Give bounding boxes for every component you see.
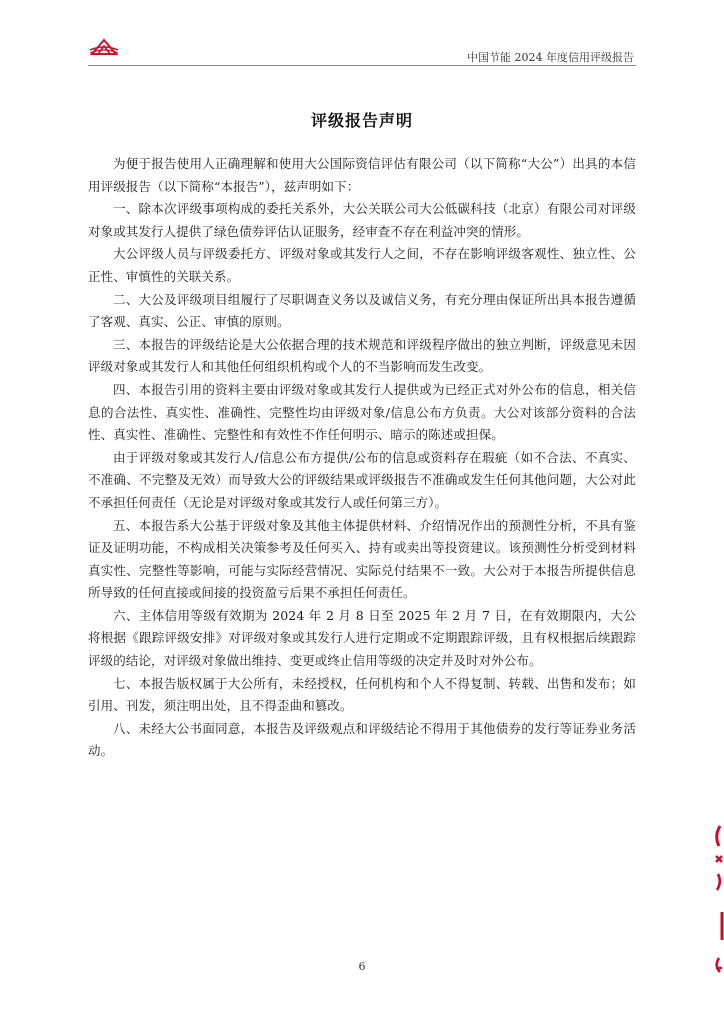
page-number: 6 — [358, 960, 366, 973]
paragraph-intro: 为便于报告使用人正确理解和使用大公国际资信评估有限公司（以下简称“大公”）出具的本信用评级报告（以下简称“本报告”），兹声明如下： — [88, 156, 636, 194]
paragraph-5: 五、本报告系大公基于评级对象及其他主体提供材料、介绍情况作出的预测性分析，不具有鉴证及证明功能，不构成相关决策参考及任何买入、持有或卖出等投资建议。该预测性分析受到材料真实性、完整性等影响，可能与实际经营情况、实际兑付结果不一致。大公对于本报告所提供信息所导致的任何直接或间接的投资盈亏后果不承担任何责任。 — [88, 517, 636, 601]
paragraph-8: 八、未经大公书面同意，本报告及评级观点和评级结论不得用于其他债券的发行等证券业务活动。 — [88, 720, 636, 759]
declaration-body — [88, 153, 636, 763]
red-seal-fragment-icon — [710, 822, 724, 982]
paragraph-7: 七、本报告版权属于大公所有，未经授权，任何机构和个人不得复制、转载、出售和发布；如引用、刊发，须注明出处，且不得歪曲和篡改。 — [88, 675, 636, 714]
paragraph-4b: 由于评级对象或其发行人/信息公布方提供/公布的信息或资料存在瑕疵（如不合法、不真实、不准确、不完整及无效）而导致大公的评级结果或评级报告不准确或发生任何其他问题，大公对此不承担任何责任（无论是对评级对象或其发行人或任何第三方）。 — [88, 449, 636, 510]
paragraph-2: 二、大公及评级项目组履行了尽职调查义务以及诚信义务，有充分理由保证所出具本报告遵循了客观、真实、公正、审慎的原则。 — [88, 291, 636, 330]
paragraph-1b: 大公评级人员与评级委托方、评级对象或其发行人之间，不存在影响评级客观性、独立性、公正性、审慎性的关联关系。 — [88, 246, 636, 284]
paragraph-4: 四、本报告引用的资料主要由评级对象或其发行人提供或为已经正式对外公布的信息，相关信息的合法性、真实性、准确性、完整性均由评级对象/信息公布方负责。大公对该部分资料的合法性、真实性、准确性、完整性和有效性不作任何明示、暗示的陈述或担保。 — [88, 381, 636, 443]
paragraph-6: 六、主体信用等级有效期为 2024 年 2 月 8 日至 2025 年 2 月 7 日，在有效期限内，大公将根据《跟踪评级安排》对评级对象或其发行人进行定期或不定期跟踪评级，且有权根据后续跟踪评级的结论，对评级对象做出维持、变更或终止信用等级的决定并及时对外公布。 — [88, 607, 636, 669]
page-title: 评级报告声明 — [310, 111, 413, 130]
paragraph-3: 三、本报告的评级结论是大公依据合理的技术规范和评级程序做出的独立判断，评级意见未因评级对象或其发行人和其他任何组织机构或个人的不当影响而发生改变。 — [88, 336, 636, 375]
dagong-logo-icon — [90, 38, 118, 56]
paragraph-1: 一、除本次评级事项构成的委托关系外，大公关联公司大公低碳科技（北京）有限公司对评级对象或其发行人提供了绿色债券评估认证服务，经审查不存在利益冲突的情形。 — [88, 201, 636, 239]
header-divider — [88, 65, 636, 66]
report-header-title: 中国节能 2024 年度信用评级报告 — [467, 51, 634, 64]
